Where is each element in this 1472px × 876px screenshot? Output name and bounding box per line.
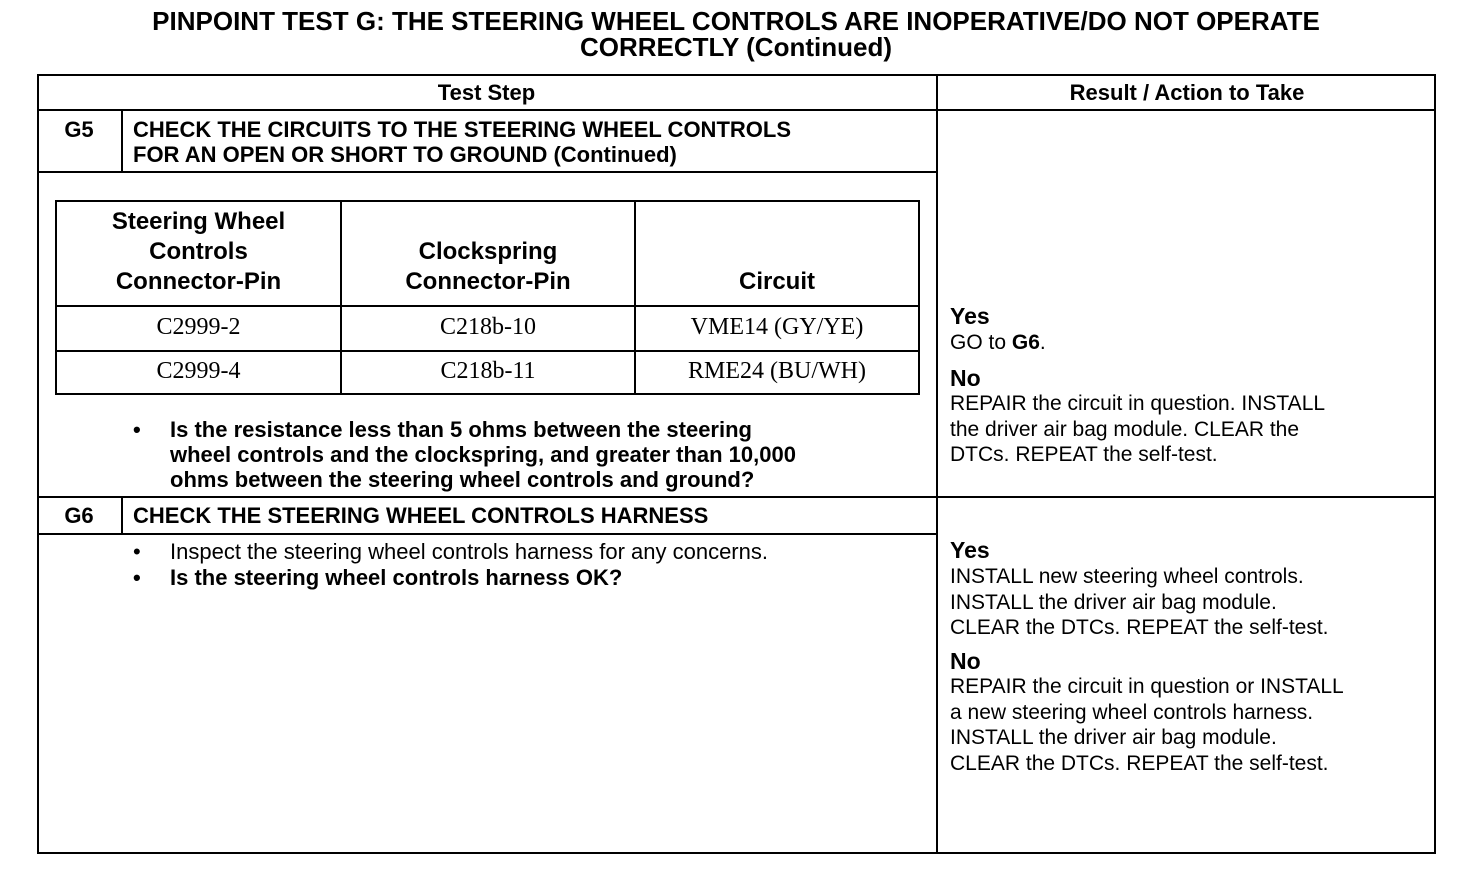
connector-pin-table bbox=[55, 200, 920, 395]
page-title-line2: CORRECTLY (Continued) bbox=[580, 32, 892, 62]
table-header-text: Steering Wheel bbox=[111, 208, 286, 235]
g5-no-line: REPAIR the circuit in question. INSTALL bbox=[950, 392, 1326, 415]
table-cell: VME14 (GY/YE) bbox=[690, 314, 864, 340]
header-divider bbox=[37, 109, 1436, 111]
g5-yes-text: GO to bbox=[950, 331, 1012, 354]
table-header-text: Connector-Pin bbox=[115, 268, 282, 295]
g5-yes-target: G6 bbox=[1011, 331, 1040, 354]
g6-question: Is the steering wheel controls harness OK? bbox=[170, 565, 623, 590]
g5-heading-divider bbox=[37, 171, 936, 173]
g6-no-label: No bbox=[950, 648, 981, 674]
g6-no-action bbox=[950, 674, 1344, 776]
g6-yes-label: Yes bbox=[950, 537, 990, 563]
g6-no-line: CLEAR the DTCs. REPEAT the self-test. bbox=[950, 751, 1329, 775]
g6-no-line: REPAIR the circuit in question or INSTALL bbox=[950, 675, 1344, 698]
g5-question-line: wheel controls and the clockspring, and greater than 10,000 bbox=[170, 442, 796, 467]
g5-no-label: No bbox=[950, 365, 981, 391]
bullet-icon: • bbox=[133, 417, 141, 442]
g6-yes-action bbox=[950, 564, 1329, 641]
bullet-icon: • bbox=[133, 539, 141, 564]
g5-no-action bbox=[950, 391, 1325, 468]
g5-yes-text: . bbox=[1039, 331, 1046, 354]
table-cell: C2999-2 bbox=[156, 314, 241, 340]
table-header-circuit: Circuit bbox=[738, 268, 815, 295]
table-header-divider bbox=[57, 305, 918, 307]
page-title bbox=[0, 8, 1472, 60]
g6-yes-line: INSTALL new steering wheel controls. bbox=[950, 565, 1304, 588]
g6-no-line: a new steering wheel controls harness. bbox=[950, 700, 1314, 724]
g6-step-heading: CHECK THE STEERING WHEEL CONTROLS HARNESS bbox=[133, 503, 709, 528]
table-header-text: Controls bbox=[149, 238, 248, 265]
table-cell: C218b-11 bbox=[440, 358, 536, 384]
bullet-icon: • bbox=[133, 565, 141, 590]
g5-heading-line1: CHECK THE CIRCUITS TO THE STEERING WHEEL CONTROLS bbox=[133, 117, 791, 142]
g5-no-line: DTCs. REPEAT the self-test. bbox=[950, 443, 1218, 466]
table-header-text: Clockspring bbox=[418, 238, 558, 265]
g5-yes-label: Yes bbox=[950, 303, 990, 329]
g5-step-id: G5 bbox=[64, 117, 94, 142]
page-title-line1: PINPOINT TEST G: THE STEERING WHEEL CONTROLS ARE INOPERATIVE/DO NOT OPERATE bbox=[152, 6, 1320, 36]
column-divider bbox=[936, 74, 938, 854]
g5-step-heading bbox=[133, 117, 791, 167]
g5-question-line: ohms between the steering wheel controls and ground? bbox=[170, 467, 755, 492]
table-header-clockspring-pin bbox=[342, 237, 634, 297]
g6-yes-line: INSTALL the driver air bag module. bbox=[950, 590, 1277, 614]
g5-yes-action bbox=[950, 330, 1046, 356]
g6-yes-line: CLEAR the DTCs. REPEAT the self-test. bbox=[950, 616, 1329, 639]
g5-id-divider bbox=[121, 111, 123, 171]
table-cell: C2999-4 bbox=[156, 358, 241, 384]
g5-g6-divider bbox=[37, 496, 1436, 498]
g5-heading-line2: FOR AN OPEN OR SHORT TO GROUND (Continued) bbox=[133, 142, 677, 167]
table-row-divider bbox=[57, 350, 918, 352]
g6-instruction: Inspect the steering wheel controls harness for any concerns. bbox=[170, 539, 768, 564]
g5-no-line: the driver air bag module. CLEAR the bbox=[950, 417, 1300, 441]
g5-question-line: Is the resistance less than 5 ohms between the steering bbox=[170, 417, 752, 442]
table-header-text: Connector-Pin bbox=[405, 268, 571, 295]
table-cell: C218b-10 bbox=[440, 314, 536, 340]
table-cell: RME24 (BU/WH) bbox=[688, 358, 866, 384]
g5-question bbox=[170, 417, 796, 492]
g6-step-id: G6 bbox=[64, 503, 94, 528]
g6-no-line: INSTALL the driver air bag module. bbox=[950, 726, 1277, 749]
test-step-header: Test Step bbox=[437, 80, 536, 105]
g6-id-divider bbox=[121, 498, 123, 533]
result-header: Result / Action to Take bbox=[1069, 80, 1305, 105]
table-header-steering-wheel-pin bbox=[57, 207, 340, 297]
g6-heading-divider bbox=[37, 533, 936, 535]
